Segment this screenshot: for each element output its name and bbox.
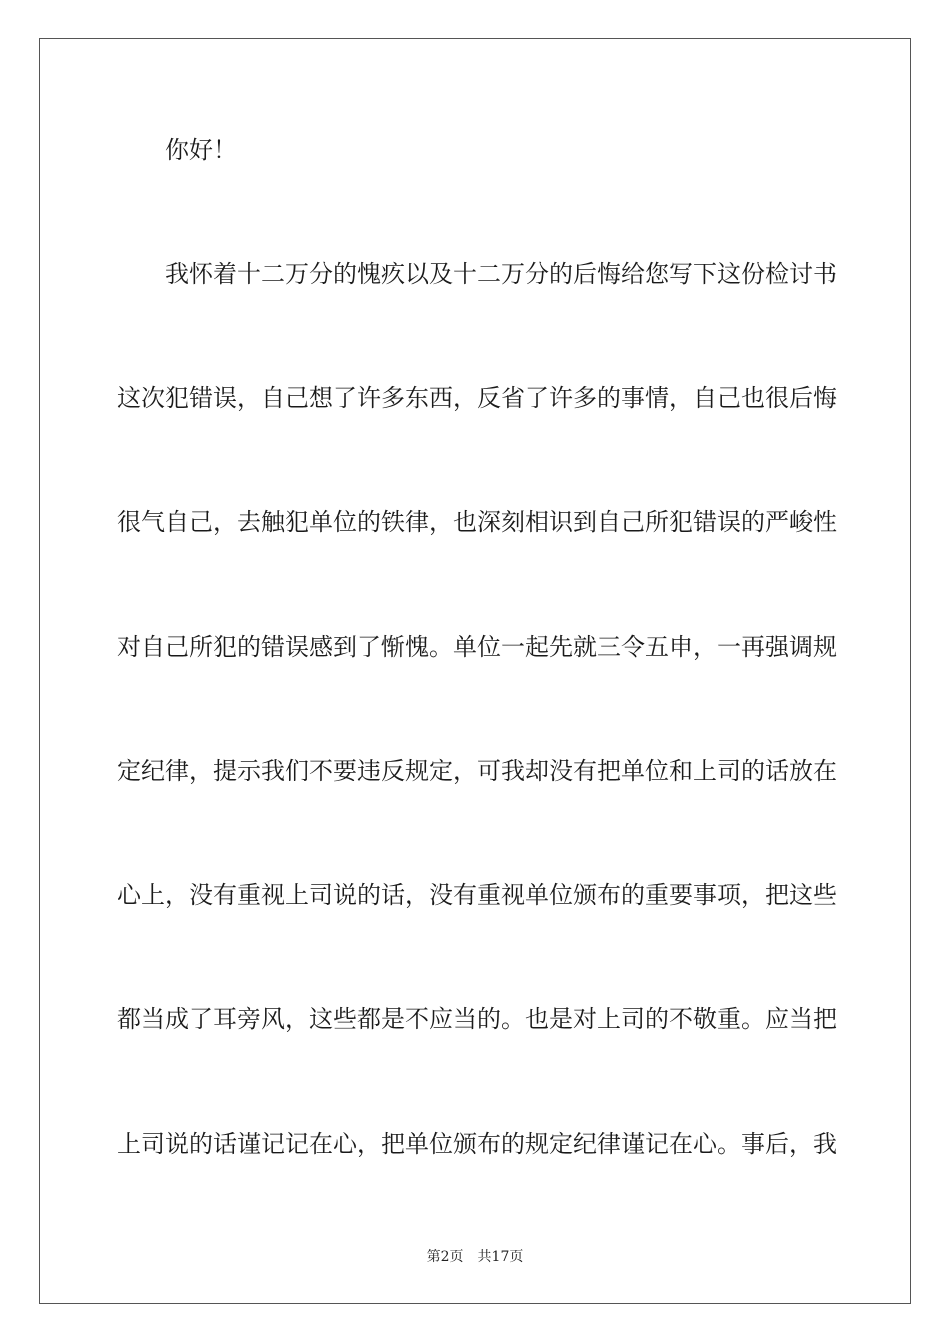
paragraph-line-6: 心上，没有重视上司说的话，没有重视单位颁布的重要事项，把这些	[117, 881, 837, 909]
greeting: 你好！	[165, 136, 237, 164]
paragraph-line-7: 都当成了耳旁风，这些都是不应当的。也是对上司的不敬重。应当把	[117, 1005, 837, 1033]
page-number: 第2页	[426, 1249, 464, 1265]
page-border	[39, 38, 911, 1304]
page-footer	[0, 1248, 950, 1266]
paragraph-line-8: 上司说的话谨记记在心，把单位颁布的规定纪律谨记在心。事后，我	[117, 1130, 837, 1158]
paragraph-line-4: 对自己所犯的错误感到了惭愧。单位一起先就三令五申，一再强调规	[117, 633, 837, 661]
paragraph-line-3: 很气自己，去触犯单位的铁律，也深刻相识到自己所犯错误的严峻性	[117, 508, 837, 536]
page-total: 共17页	[477, 1249, 524, 1265]
paragraph-line-1: 我怀着十二万分的愧疚以及十二万分的后悔给您写下这份检讨书	[165, 260, 837, 288]
paragraph-line-5: 定纪律，提示我们不要违反规定，可我却没有把单位和上司的话放在	[117, 757, 837, 785]
paragraph-line-2: 这次犯错误，自己想了许多东西，反省了许多的事情，自己也很后悔	[117, 384, 837, 412]
